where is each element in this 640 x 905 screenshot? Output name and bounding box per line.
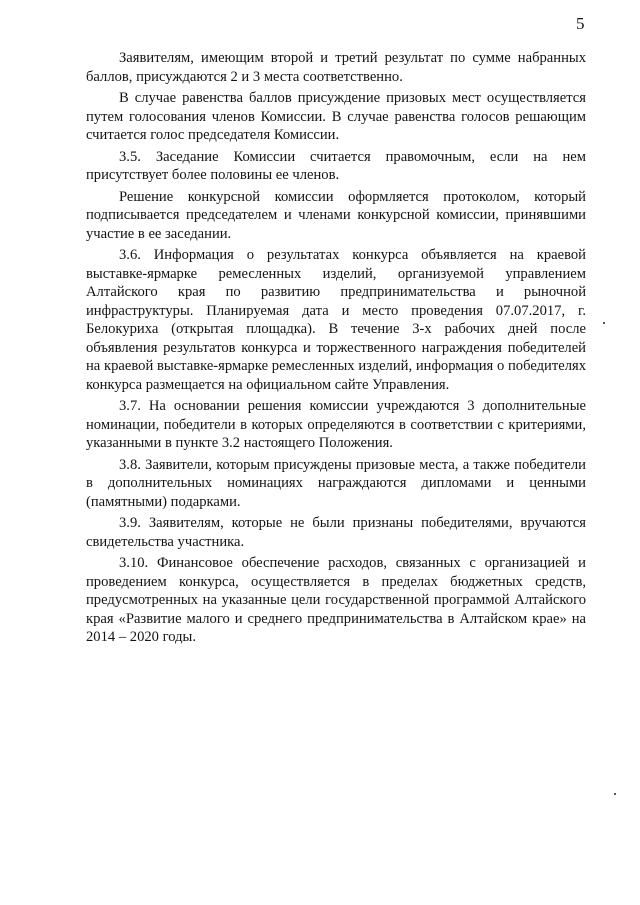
- paragraph-3-10-financing: 3.10. Финансовое обеспечение расходов, связанных с организацией и проведением конкурса, осуществляется в пределах бюджетных средств, предусмотренных на указанные цели государственной программой Алтайского края «Развитие малого и среднего предпринимательства в Алтайском крае» на 2014 – 2020 годы.: [86, 555, 586, 645]
- page-number: 5: [576, 14, 585, 33]
- paragraph-3-9-certificates: 3.9. Заявителям, которые не были признаны победителями, вручаются свидетельства участника.: [86, 515, 586, 550]
- paragraph-prize-places: Заявителям, имеющим второй и третий результат по сумме набранных баллов, присуждаются 2 и 3 места соответственно.: [86, 50, 586, 85]
- paragraph-protocol: Решение конкурсной комиссии оформляется протоколом, который подписывается председателем и членами конкурсной комиссии, принявшими участие в ее заседании.: [86, 188, 586, 242]
- scan-speck: [614, 793, 616, 795]
- paragraph-3-7-nominations: 3.7. На основании решения комиссии учреждаются 3 дополнительные номинации, победители в которых определяются в соответствии с критериями, указанными в пункте 3.2 настоящего Положения.: [86, 398, 586, 451]
- paragraph-3-6-results: 3.6. Информация о результатах конкурса объявляется на краевой выставке-ярмарке ремесленных изделий, организуемой управлением Алтайского края по развитию предпринимательства и рыночной инфраструктуры. Планируемая дата и место проведения 07.07.2017, г. Белокуриха (открытая площадка). В течение 3-х рабочих дней после объявления результатов конкурса и торжественного награждения победителей на краевой выставке-ярмарке ремесленных изделий, информация о победителях конкурса размещается на официальном сайте Управления.: [86, 247, 586, 393]
- paragraph-3-5-quorum: 3.5. Заседание Комиссии считается правомочным, если на нем присутствует более половины ее членов.: [86, 148, 586, 183]
- paragraph-tie-vote: В случае равенства баллов присуждение призовых мест осуществляется путем голосования членов Комиссии. В случае равенства голосов решающим считается голос председателя Комиссии.: [86, 90, 586, 143]
- document-body: [86, 49, 586, 650]
- paragraph-3-8-awards: 3.8. Заявители, которым присуждены призовые места, а также победители в дополнительных номинациях награждаются дипломами и ценными (памятными) подарками.: [86, 456, 586, 510]
- scan-speck: [603, 322, 605, 324]
